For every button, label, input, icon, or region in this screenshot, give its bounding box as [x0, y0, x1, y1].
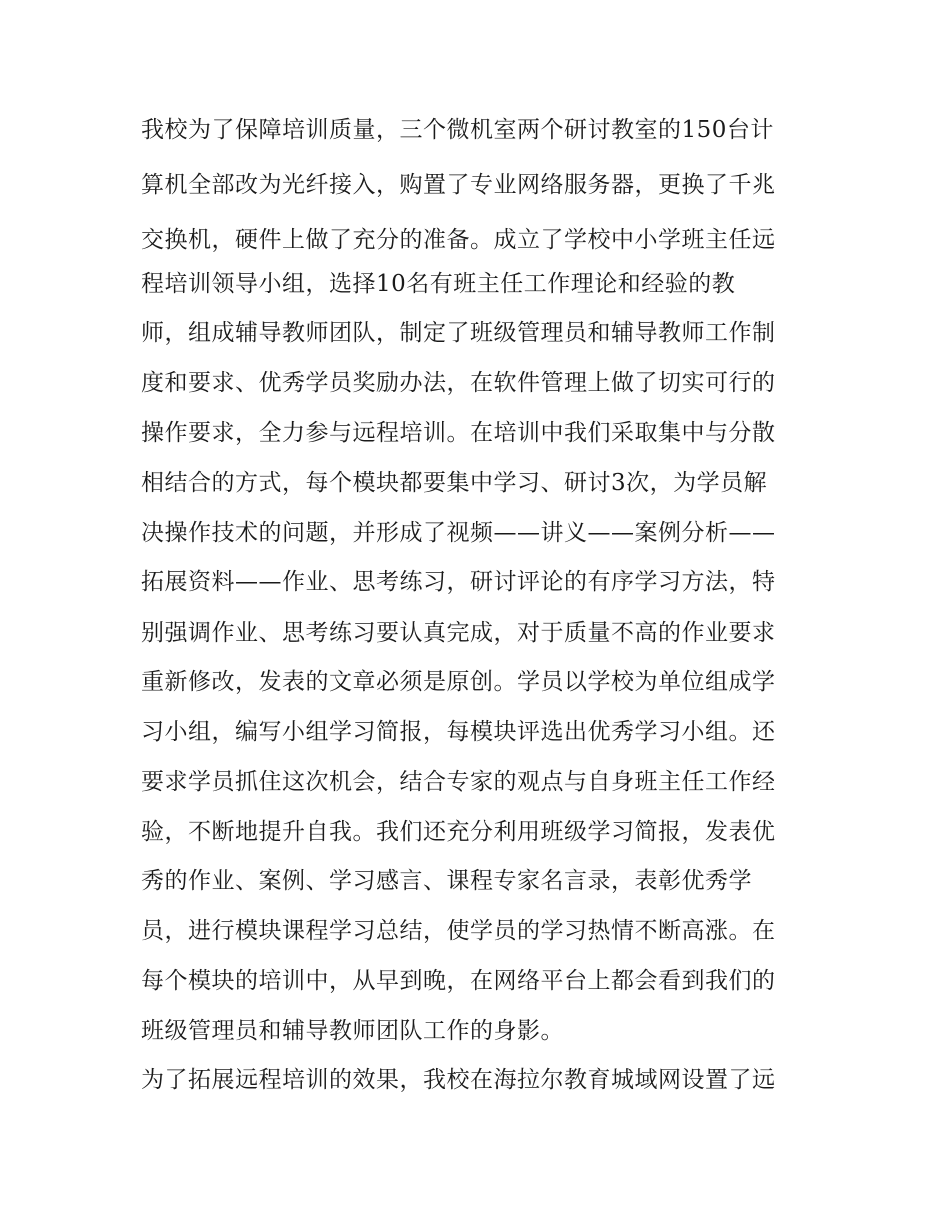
- text-line: 为了拓展远程培训的效果，我校在海拉尔教育城域网设置了远: [141, 1067, 776, 1093]
- text-line: 重新修改，发表的文章必须是原创。学员以学校为单位组成学: [141, 669, 776, 695]
- text-line: 要求学员抓住这次机会，结合专家的观点与自身班主任工作经: [141, 769, 776, 795]
- text-line: 秀的作业、案例、学习感言、课程专家名言录，表彰优秀学: [141, 868, 752, 894]
- text-line: 操作要求，全力参与远程培训。在培训中我们采取集中与分散: [141, 420, 776, 446]
- text-line: 算机全部改为光纤接入，购置了专业网络服务器，更换了千兆: [141, 172, 776, 198]
- text-line: 程培训领导小组，选择10名有班主任工作理论和经验的教: [141, 271, 736, 297]
- text-line: 验，不断地提升自我。我们还充分利用班级学习简报，发表优: [141, 819, 776, 845]
- text-line: 交换机，硬件上做了充分的准备。成立了学校中小学班主任远: [141, 227, 776, 253]
- text-line: 习小组，编写小组学习简报，每模块评选出优秀学习小组。还: [141, 719, 776, 745]
- text-line: 别强调作业、思考练习要认真完成，对于质量不高的作业要求: [141, 620, 776, 646]
- text-line: 拓展资料——作业、思考练习，研讨评论的有序学习方法，特: [141, 569, 776, 595]
- text-line: 师，组成辅导教师团队，制定了班级管理员和辅导教师工作制: [141, 320, 776, 346]
- text-line: 我校为了保障培训质量，三个微机室两个研讨教室的150台计: [141, 117, 774, 143]
- text-line: 相结合的方式，每个模块都要集中学习、研讨3次，为学员解: [141, 470, 768, 496]
- text-line: 班级管理员和辅导教师团队工作的身影。: [141, 1018, 564, 1044]
- text-line: 员，进行模块课程学习总结，使学员的学习热情不断高涨。在: [141, 918, 776, 944]
- text-line: 决操作技术的问题，并形成了视频——讲义——案例分析——: [141, 520, 776, 546]
- text-line: 度和要求、优秀学员奖励办法，在软件管理上做了切实可行的: [141, 370, 776, 396]
- text-line: 每个模块的培训中，从早到晚，在网络平台上都会看到我们的: [141, 968, 776, 994]
